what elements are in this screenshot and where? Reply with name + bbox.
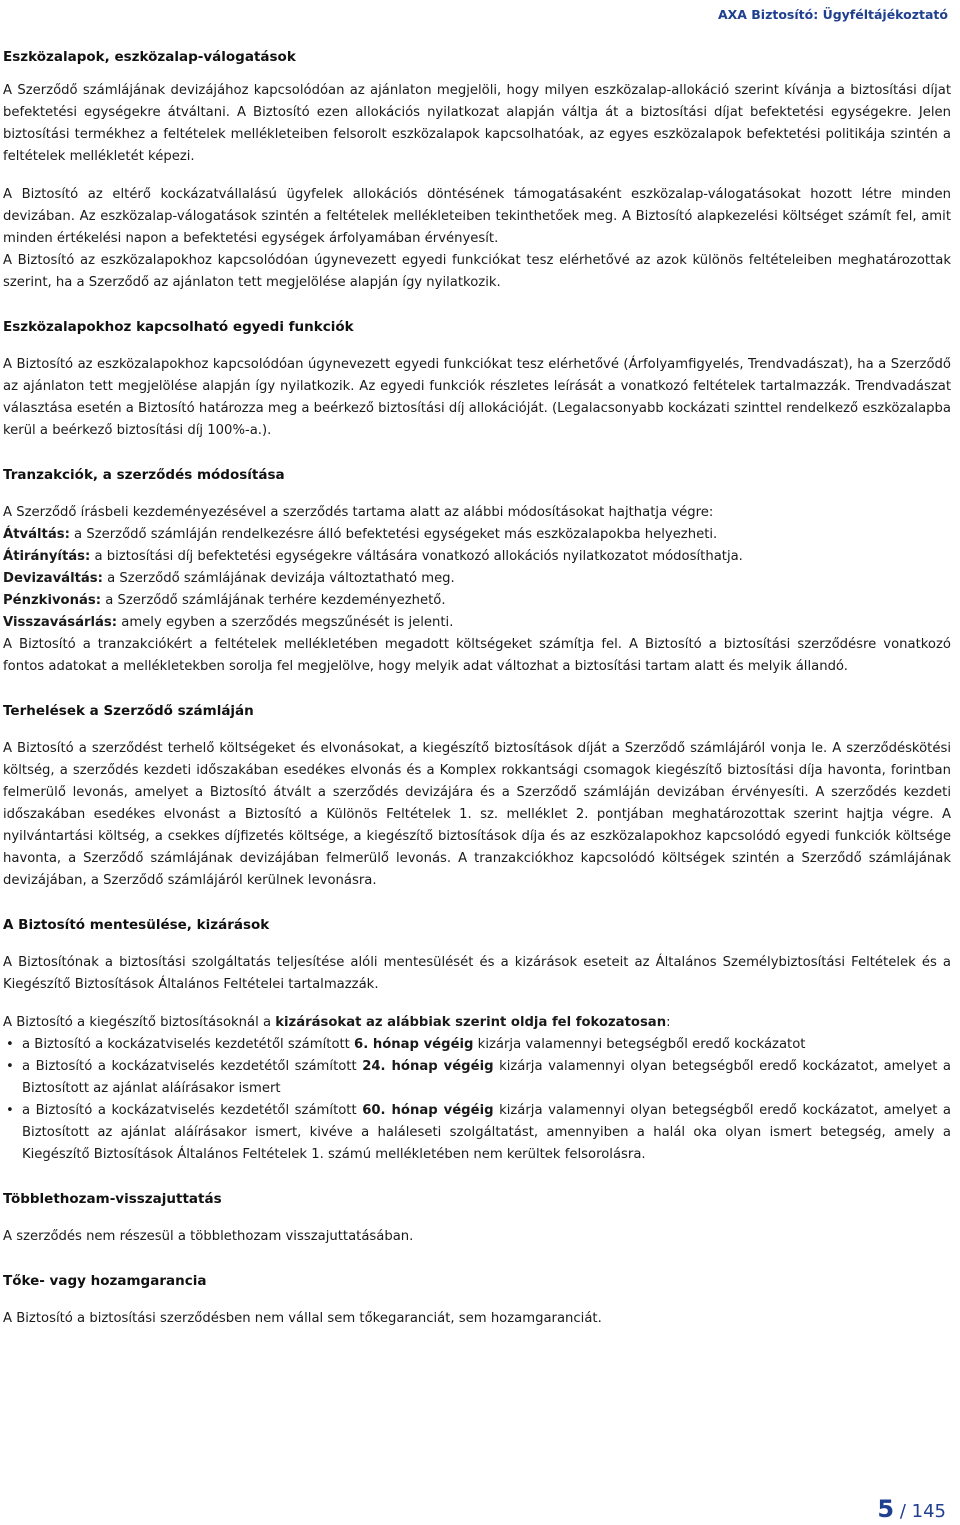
section-heading-terhelesek: Terhelések a Szerződő számláján [3, 703, 254, 719]
paragraph: A Szerződő számlájának devizájához kapcsolódóan az ajánlaton megjelöli, hogy milyen eszközalap-allokáció szerint kívánja a biztosítási díjat befektetési egységekre átváltani. A Biztosító ezen allokációs nyilatkozat alapján váltja át a biztosítási díjat befektetési egységekre. Jelen biztosítási termékhez a feltételek mellékleteiben felsorolt eszközalapok kapcsolhatóak, az egyes eszközalapok befektetési politikája szintén a feltételek mellékletét képezi. [3, 83, 951, 164]
section-heading-egyedi-funkciok: Eszközalapokhoz kapcsolható egyedi funkciók [3, 319, 354, 335]
paragraph: A Szerződő írásbeli kezdeményezésével a szerződés tartama alatt az alábbi módosításokat hajthatja végre: [3, 505, 714, 520]
section-heading-eszkozalapok: Eszközalapok, eszközalap-válogatások [3, 49, 296, 65]
transaction-item: Visszavásárlás: amely egyben a szerződés megszűnését is jelenti. [3, 615, 454, 630]
section-heading-garancia: Tőke- vagy hozamgarancia [3, 1273, 207, 1289]
document-body [3, 46, 951, 1330]
list-item: • a Biztosító a kockázatviselés kezdetétől számított 60. hónap végéig kizárja valamennyi olyan betegségből eredő kockázatot, amelyet a Biztosított az ajánlat aláírásakor ismert, kivéve a haláleseti szolgáltatást, amennyiben a halál oka olyan ismert betegség, amely a Kiegészítő Biztosítások Általános Feltételek 1. számú mellékletében nem kerültek felsorolásra. [3, 1100, 951, 1166]
paragraph: A szerződés nem részesül a többlethozam visszajuttatásában. [3, 1229, 414, 1244]
paragraph: A Biztosító a kiegészítő biztosításoknál a kizárásokat az alábbiak szerint oldja fel fokozatosan: [3, 1015, 671, 1030]
section-heading-mentesules: A Biztosító mentesülése, kizárások [3, 917, 270, 933]
transaction-item: Átirányítás: a biztosítási díj befektetési egységekre váltására vonatkozó allokációs nyilatkozatot módosíthatja. [3, 549, 743, 564]
transaction-item: Átváltás: a Szerződő számláján rendelkezésre álló befektetési egységeket más eszközalapokba helyezheti. [3, 527, 718, 542]
page-separator: / [894, 1501, 912, 1522]
list-item: • a Biztosító a kockázatviselés kezdetétől számított 24. hónap végéig kizárja valamennyi olyan betegségből eredő kockázatot, amelyet a Biztosított az ajánlat aláírásakor ismert [3, 1056, 951, 1100]
paragraph: A Biztosító a biztosítási szerződésben nem vállal sem tőkegaranciát, sem hozamgaranciát. [3, 1311, 602, 1326]
paragraph: A Biztosító az eltérő kockázatvállalású ügyfelek allokációs döntésének támogatásaként eszközalap-válogatásokat hozott létre minden devizában. Az eszközalap-válogatások szintén a feltételek mellékleteiben tekinthetőek meg. A Biztosító alapkezelési költséget számít fel, amit minden értékelési napon a befektetési egységek árfolyamában érvényesít. [3, 187, 951, 246]
page-number [877, 1496, 946, 1525]
paragraph: A Biztosító az eszközalapokhoz kapcsolódóan úgynevezett egyedi funkciókat tesz elérhetővé az azok különös feltételeiben meghatározottak szerint, ha a Szerződő az ajánlaton tett megjelölése alapján így nyilatkozik. [3, 253, 951, 290]
paragraph: A Biztosító a szerződést terhelő költségeket és elvonásokat, a kiegészítő biztosítások díját a Szerződő számlájáról vonja le. A szerződéskötési költség, a szerződés kezdeti időszakában esedékes elvonás és a Komplex rokkantsági csomagok kiegészítő biztosítási díja havonta, forintban felmerülő levonás, amelyet a Biztosító átvált a szerződés devizájára és a Szerződő számláján devizában érvényesíti. A szerződés kezdeti időszakában esedékes elvonást a Biztosító a Különös Feltételek 1. sz. melléklet 2. pontjában meghatározottak szerint hajtja végre. A nyilvántartási költség, a csekkes díjfizetés költsége, a kiegészítő biztosítások díja és az eszközalapokhoz kapcsolódó egyedi funkciók költsége havonta, a Szerződő számlájának devizájában felmerülő levonás. A tranzakciókhoz kapcsolódó költségek szintén a Szerződő számlájának devizájában, a Szerződő számlájáról kerülnek levonásra. [3, 741, 951, 888]
paragraph: A Biztosítónak a biztosítási szolgáltatás teljesítése alóli mentesülését és a kizárások eseteit az Általános Személybiztosítási Feltételek és a Kiegészítő Biztosítások Általános Feltételei tartalmazzák. [3, 955, 951, 992]
transaction-item: Devizaváltás: a Szerződő számlájának devizája változtatható meg. [3, 571, 455, 586]
list-item: • a Biztosító a kockázatviselés kezdetétől számított 6. hónap végéig kizárja valamennyi betegségből eredő kockázatot [3, 1034, 951, 1056]
transaction-item: Pénzkivonás: a Szerződő számlájának terhére kezdeményezhető. [3, 593, 446, 608]
paragraph: A Biztosító az eszközalapokhoz kapcsolódóan úgynevezett egyedi funkciókat tesz elérhetővé (Árfolyamfigyelés, Trendvadászat), ha a Szerződő az ajánlaton tett megjelölése alapján így nyilatkozik. Az egyedi funkciók részletes leírását a vonatkozó feltételek tartalmazzák. Trendvadászat választása esetén a Biztosító határozza meg a beérkező biztosítási díj allokációját. (Legalacsonyabb kockázati szinttel rendelkező eszközalapba kerül a beérkező biztosítási díj 100%-a.). [3, 357, 951, 438]
exclusion-list [3, 1034, 951, 1166]
total-pages: 145 [911, 1501, 946, 1522]
document-header: AXA Biztosító: Ügyféltájékoztató [717, 7, 948, 22]
current-page-number: 5 [877, 1495, 895, 1523]
paragraph: A Biztosító a tranzakciókért a feltételek mellékletében megadott költségeket számítja fel. A Biztosító a biztosítási szerződésre vonatkozó fontos adatokat a mellékletekben sorolja fel megjelölve, hogy melyik adat változhat a biztosítási tartam alatt és melyik állandó. [3, 637, 951, 674]
section-heading-tranzakciok: Tranzakciók, a szerződés módosítása [3, 467, 285, 483]
section-heading-tobblethozam: Többlethozam-visszajuttatás [3, 1191, 222, 1207]
